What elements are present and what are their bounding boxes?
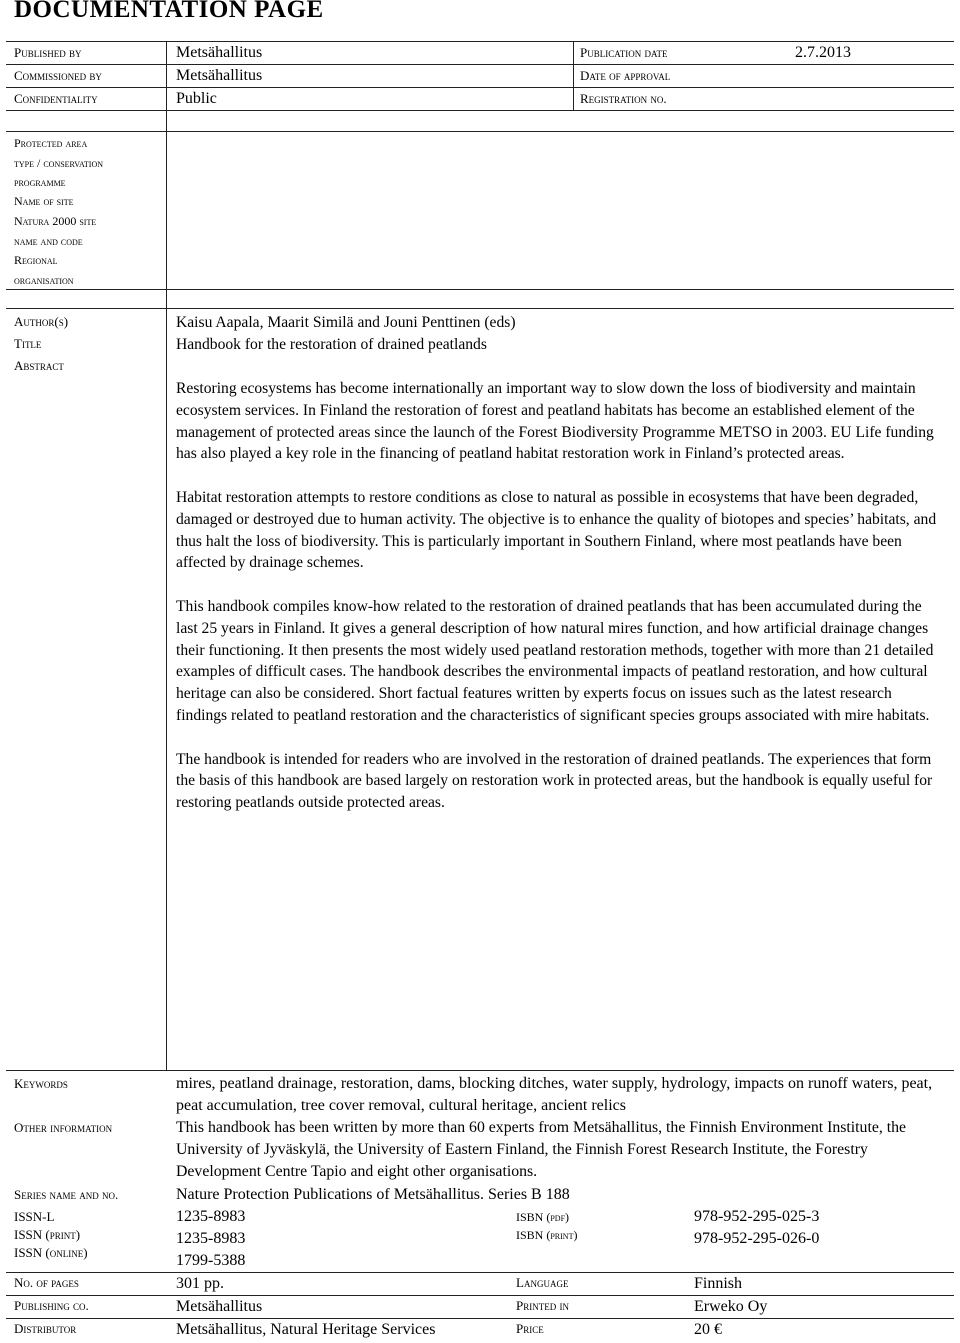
issn-print-label: ISSN (print) bbox=[14, 1227, 81, 1242]
abstract-paragraph: Habitat restoration attempts to restore conditions as close to natural as possible in ecosystems that have been degraded, damaged or destroyed due to human activity. The objective is to enhance the quality of biotopes and species’ habitats, and thus halt the loss of biodiversity. This is particularly important in Southern Finland, where most peatlands have been affected by drainage schemes. bbox=[176, 488, 937, 572]
issn-online-label: ISSN (online) bbox=[14, 1245, 88, 1260]
published-by-label: Published by bbox=[14, 45, 82, 60]
series-label: Series name and no. bbox=[14, 1187, 119, 1202]
column-divider bbox=[166, 41, 167, 1070]
issn-l-value: 1235-8983 bbox=[176, 1208, 246, 1225]
date-of-approval-label: Date of approval bbox=[580, 68, 671, 83]
language-label: Language bbox=[516, 1275, 569, 1290]
keywords-label: Keywords bbox=[14, 1076, 68, 1091]
confidentiality-label: Confidentiality bbox=[14, 91, 98, 106]
divider bbox=[6, 64, 954, 65]
divider bbox=[6, 131, 954, 132]
distributor-label: Distributor bbox=[14, 1321, 77, 1336]
publishing-co-label: Publishing co. bbox=[14, 1298, 89, 1313]
authors-label: Author(s) bbox=[14, 314, 69, 329]
divider bbox=[6, 1295, 954, 1296]
title-value: Handbook for the restoration of drained peatlands bbox=[176, 336, 487, 353]
isbn-print-label: ISBN (print) bbox=[516, 1228, 578, 1242]
page-title: DOCUMENTATION PAGE bbox=[14, 0, 324, 23]
distributor-value: Metsähallitus, Natural Heritage Services bbox=[176, 1321, 436, 1338]
natura-2000-label: Natura 2000 site name and code bbox=[14, 214, 97, 248]
abstract-paragraph: This handbook compiles know-how related to the restoration of drained peatlands that has been accumulated during the last 25 years in Finland. It gives a general description of how natural mires function, and how artificial drainage changes their functioning. It then presents the most widely used peatland restoration methods, together with more than 21 detailed examples of difficult cases. The handbook describes the environmental impacts of peatland restoration, and how cultural heritage can also be considered. Short factual features written by experts focus on issues such as the latest research findings related to peatland restoration and the characteristics of significant species groups associated with mire habitats. bbox=[176, 597, 934, 724]
isbn-print-value: 978-952-295-026-0 bbox=[694, 1230, 820, 1247]
price-label: Price bbox=[516, 1321, 544, 1336]
column-divider bbox=[573, 41, 574, 110]
registration-no-label: Registration no. bbox=[580, 91, 667, 106]
abstract-label: Abstract bbox=[14, 358, 64, 373]
issn-print-value: 1235-8983 bbox=[176, 1230, 246, 1247]
language-value: Finnish bbox=[694, 1275, 743, 1292]
isbn-pdf-value: 978-952-295-025-3 bbox=[694, 1208, 820, 1225]
divider bbox=[6, 289, 954, 290]
other-information-value: This handbook has been written by more than 60 experts from Metsähallitus, the Finnish Environment Institute, the University of Jyväskylä, the University of Eastern Finland, the Finnish Forest Research Institute, the Forestry Development Centre Tapio and eight other organisations. bbox=[176, 1119, 907, 1180]
divider bbox=[6, 1070, 954, 1071]
name-of-site-label: Name of site bbox=[14, 194, 74, 208]
keywords-value: mires, peatland drainage, restoration, dams, blocking ditches, water supply, hydrology, impacts on runoff waters, peat, peat accumulation, tree cover removal, cultural heritage, ancient relics bbox=[176, 1075, 933, 1114]
title-label: Title bbox=[14, 336, 42, 351]
commissioned-by-label: Commissioned by bbox=[14, 68, 102, 83]
publication-date-label: Publication date bbox=[580, 45, 668, 60]
commissioned-by-value: Metsähallitus bbox=[176, 67, 263, 84]
protected-area-label: Protected area type / conservation programme bbox=[14, 136, 103, 189]
series-value: Nature Protection Publications of Metsähallitus. Series B 188 bbox=[176, 1186, 570, 1203]
confidentiality-value: Public bbox=[176, 90, 217, 107]
abstract-paragraph: Restoring ecosystems has become internationally an important way to slow down the loss of biodiversity and maintain ecosystem services. In Finland the restoration of forest and peatland habitats has become an established element of the management of protected areas since the launch of the Forest Biodiversity Programme METSO in 2003. EU Life funding has also played a key role in the financing of peatland habitat restoration work in Finland’s protected areas. bbox=[176, 380, 934, 463]
abstract-paragraph: The handbook is intended for readers who are involved in the restoration of drained peatlands. The experiences that form the basis of this handbook are based largely on restoration work in protected areas, but the handbook is equally useful for restoring peatlands outside protected areas. bbox=[176, 750, 933, 812]
divider bbox=[6, 1272, 954, 1273]
divider bbox=[6, 1318, 954, 1319]
divider bbox=[6, 308, 954, 309]
divider bbox=[6, 110, 954, 111]
issn-online-value: 1799-5388 bbox=[176, 1252, 246, 1269]
divider bbox=[6, 87, 954, 88]
price-value: 20 € bbox=[694, 1321, 722, 1338]
printed-in-value: Erweko Oy bbox=[694, 1298, 768, 1315]
no-of-pages-value: 301 pp. bbox=[176, 1275, 224, 1292]
published-by-value: Metsähallitus bbox=[176, 44, 263, 61]
other-information-label: Other information bbox=[14, 1120, 113, 1135]
isbn-pdf-label: ISBN (pdf) bbox=[516, 1210, 570, 1224]
printed-in-label: Printed in bbox=[516, 1298, 569, 1313]
issn-l-label: ISSN-L bbox=[14, 1209, 55, 1224]
authors-value: Kaisu Aapala, Maarit Similä and Jouni Penttinen (eds) bbox=[176, 314, 516, 331]
regional-organisation-label: Regional organisation bbox=[14, 253, 74, 287]
publishing-co-value: Metsähallitus bbox=[176, 1298, 263, 1315]
abstract-text bbox=[176, 378, 946, 836]
no-of-pages-label: No. of pages bbox=[14, 1275, 79, 1290]
publication-date-value: 2.7.2013 bbox=[795, 44, 851, 61]
